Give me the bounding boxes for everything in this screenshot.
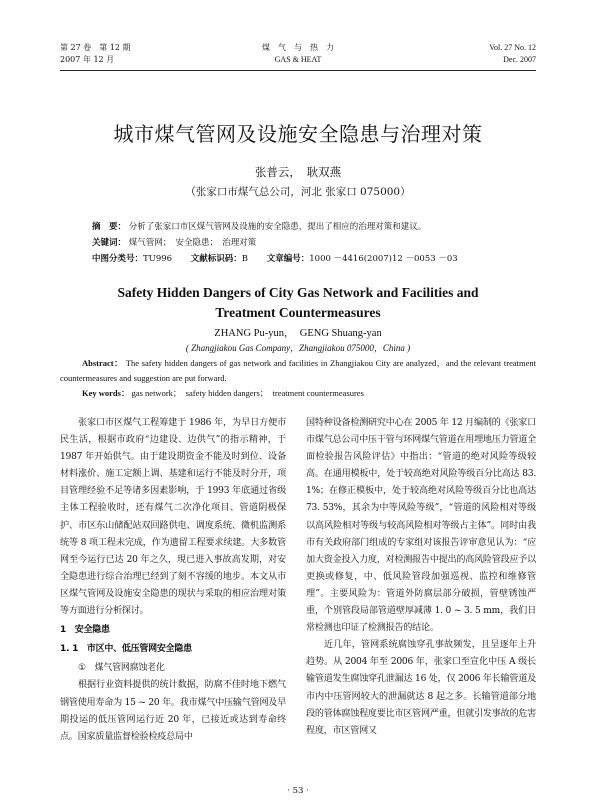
affiliation-en-text: ( Zhangjiakou Gas Company，Zhangjiakou 075000，China ) (185, 343, 411, 353)
classification-line (92, 252, 522, 266)
body-column-left (60, 415, 286, 746)
header-center (60, 42, 536, 66)
affiliation-zh: （张家口市煤气总公司，河北 张家口 075000） (185, 186, 411, 198)
title-en-line1: Safety Hidden Dangers of City Gas Network and Facilities and (117, 285, 479, 300)
clc-value: TU996 (143, 254, 173, 264)
keywords-zh (92, 236, 522, 250)
authors-zh: 张普云， 耿双燕 (254, 165, 342, 179)
authors-en: ZHANG Pu-yun， GENG Shuang-yan (214, 328, 382, 339)
body-paragraph: 根据行业资料提供的统计数据，防腐不佳时地下燃气钢管使用寿命为 15 ~ 20 年。我市煤气中压输气管网及早期投运的低压管网运行近 20 年，已接近或达到寿命终点。国家质量监督检验检疫总局中 (60, 680, 286, 742)
title-en-line2: Treatment Countermeasures (215, 305, 381, 320)
doc-code-label: 文献标识码： (190, 254, 242, 264)
body-column-right (306, 415, 536, 740)
abstract-zh (92, 220, 522, 234)
doc-code-value: B (241, 254, 249, 264)
date-en: Dec. 2007 (503, 55, 536, 64)
journal-name-zh: 煤 气 与 热 力 (262, 43, 334, 52)
clc-label: 中图分类号： (92, 254, 144, 264)
body-paragraph: 近几年，管网系统腐蚀穿孔事故频发，且呈逐年上升趋势。从 2004 年至 2006 年，张家口至宣化中压 A 级长输管道发生腐蚀穿孔泄漏达 16 处，仅 2006 年长输管道及市内中压管网较大的泄漏就达 8 起之多。长输管道部分地段的管体腐蚀程度要比市区管网严重，但就引发事故的危害程度，市区管网又 (306, 640, 536, 736)
article-title-zh: 城市煤气管网及设施安全隐患与治理对策 (113, 122, 483, 146)
keywords-zh-text: 煤气管网； 安全隐患； 治理对策 (128, 238, 257, 248)
keywords-en-label: Key words： (82, 388, 130, 398)
volume-issue-zh: 第 27 卷 第 12 期 (60, 43, 131, 52)
body-paragraph: 国特种设备检测研究中心在 2005 年 12 月编制的《张家口市煤气总公司中压干管与环网煤气管道在用埋地压力管道全面检验报告风险评估》中指出：“管道的绝对风险等级较高。在通用模板中，处于较高绝对风险等级百分比高达 83. 1%；在修正模板中，处于较高绝对风险等级百分比也高达73. 53%，其余为中等风险等级”，“管道的风险相对等级以高风险相对等级与较高风险相对等级占主体”。同时由我市有关政府部门组成的专家组对该报告评审意见认为：“应加大资金投入力度，对检测报告中提出的高风险管段应予以更换或修复，中、低风险管段加强巡视、监控和维修管理”。主要风险为：管道外防腐层部分破损，管壁锈蚀严重，个别管段局部管道壁厚减薄 1. 0 ~ 3. 5 mm，我们日常检测也印证了检测报告的结论。 (306, 418, 536, 634)
subsection-heading: 1. 1 市区中、低压管网安全隐患 (60, 644, 192, 655)
article-title-en (0, 283, 596, 323)
body-paragraph: 张家口市区煤气工程筹建于 1986 年，为早日方便市民生活，根据市政府“边建设、边供气”的指示精神，于 1987 年开始供气。由于建设期资金不能及时到位、设备材料涨价、施工定额上调、基建和运行不能及时分开，项目管理经验不足等诸多因素影响，于 1993 年底通过省级主体工程验收时，还有煤气二次净化项目、管道阴极保护、市区东山储配站双回路供电、调度系统、微机监测系统等 8 项工程未完成，作为遗留工程要求续建。大多数管网至今运行已达 20 年之久，現已进入事故高发期，对安全隐患进行综合治理已经到了刻不容缓的地步。本文从市区煤气管网及设施安全隐患的现状与采取的相应治理对策等方面进行分析探讨。 (60, 418, 286, 617)
abstract-en-text: The safety hidden dangers of gas network and facilities in Zhangjiakou City are analyzed，and the relevant treatment countermeasures and suggestion are put forward. (60, 358, 536, 383)
date-zh: 2007 年 12 月 (60, 55, 115, 64)
abstract-en (60, 356, 536, 386)
keywords-zh-label: 关键词： (92, 238, 127, 248)
subsubsection-heading: ① 煤气管网腐蚀老化 (78, 663, 165, 674)
abstract-en-label: Abstract： (82, 358, 124, 368)
abstract-zh-label: 摘 要： (92, 222, 127, 232)
article-id-value: 1000 －4416(2007)12 －0053 －03 (309, 254, 458, 264)
keywords-en-text: gas network； safety hidden dangers； treatment countermeasures (131, 388, 364, 398)
article-id-label: 文章编号： (266, 254, 310, 264)
section-heading: 1 安全隐患 (60, 625, 110, 636)
abstract-zh-text: 分析了张家口市区煤气管网及设施的安全隐患，提出了相应的治理对策和建议。 (128, 222, 427, 232)
page-number: · 53 · (287, 786, 309, 796)
journal-name-en: GAS & HEAT (274, 55, 322, 64)
header-rule (60, 70, 536, 71)
running-header (60, 42, 536, 68)
header-right (489, 42, 536, 66)
affiliation-en (0, 341, 596, 354)
keywords-en (82, 386, 536, 400)
volume-issue-en: Vol. 27 No. 12 (489, 43, 536, 52)
